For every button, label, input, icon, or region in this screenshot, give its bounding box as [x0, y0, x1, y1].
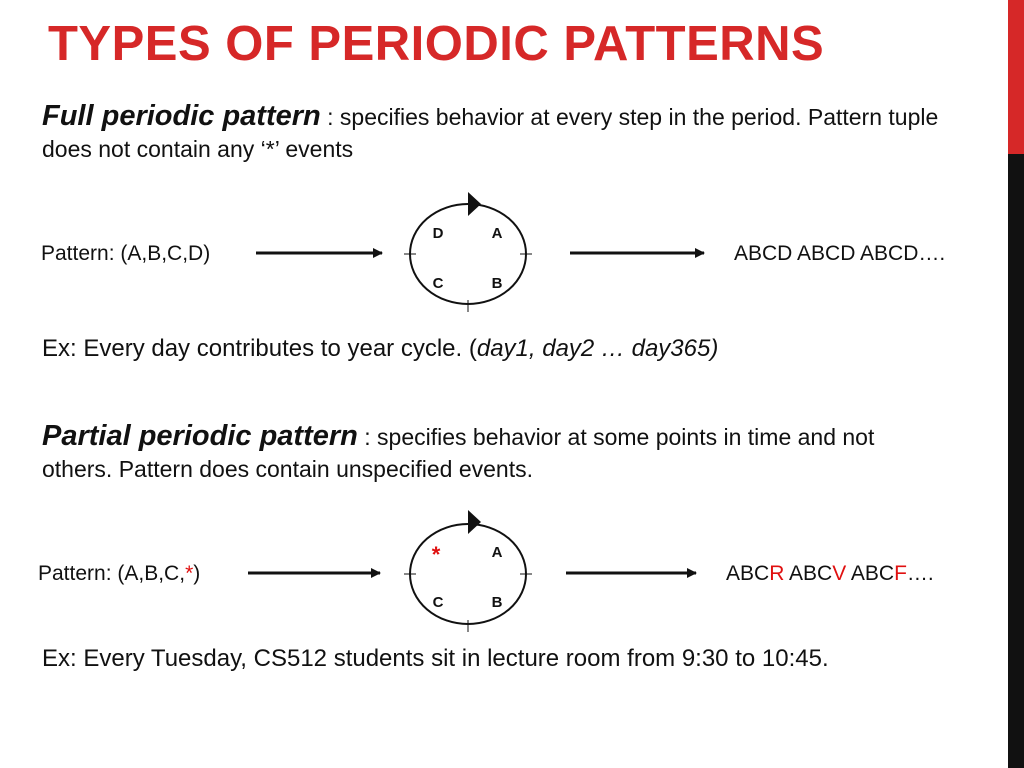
- cycle-slot-top-right: A: [491, 225, 503, 242]
- output-part: ….: [906, 562, 934, 585]
- full-pattern-definition: [42, 100, 942, 165]
- full-pattern-output: ABCD ABCD ABCD….: [734, 242, 946, 265]
- full-pattern-label: Pattern: (A,B,C,D): [41, 242, 211, 265]
- output-part-highlight: V: [832, 562, 847, 585]
- cycle-slot-bottom-left: C: [432, 275, 444, 292]
- cycle-circle: [410, 204, 526, 304]
- output-part: ABC: [846, 562, 895, 585]
- cycle-slot-bottom-right: B: [491, 275, 503, 292]
- full-pattern-heading: Full periodic pattern: [42, 100, 321, 132]
- partial-pattern-definition: [42, 420, 942, 485]
- full-pattern-example: [42, 333, 962, 365]
- output-part-highlight: R: [769, 562, 785, 585]
- output-part: ABC: [726, 562, 770, 585]
- full-example-text: Ex: Every day contributes to year cycle. (: [42, 335, 477, 362]
- full-example-italic: day1, day2 … day365): [476, 335, 719, 362]
- partial-pattern-heading: Partial periodic pattern: [42, 420, 358, 452]
- full-pattern-desc-pre: : specifies behavior at every step in the period. Pattern tuple does not contain any ‘: [42, 104, 939, 162]
- cycle-slot-bottom-left: C: [432, 594, 444, 611]
- partial-pattern-desc: : specifies behavior at some points in time and not others. Pattern does contain unspecified events.: [42, 424, 875, 482]
- cycle-slot-top-right: A: [491, 544, 503, 561]
- partial-pattern-example: Ex: Every Tuesday, CS512 students sit in lecture room from 9:30 to 10:45.: [42, 645, 829, 672]
- accent-bar-top: [1008, 0, 1024, 154]
- full-pattern-desc-star: *: [265, 136, 275, 162]
- cycle-circle: [410, 524, 526, 624]
- partial-pattern-output: [726, 561, 934, 587]
- cycle-slot-bottom-right: B: [491, 594, 503, 611]
- cycle-direction-arrow-icon: [468, 510, 481, 534]
- cycle-slot-top-left: D: [432, 225, 444, 242]
- slide-title: TYPES OF PERIODIC PATTERNS: [48, 17, 825, 71]
- cycle-direction-arrow-icon: [468, 192, 481, 216]
- output-part: ABC: [784, 562, 833, 585]
- partial-pattern-suffix: ): [193, 562, 201, 585]
- partial-pattern-star: *: [185, 562, 194, 585]
- full-pattern-desc-post: ’ events: [274, 136, 354, 162]
- output-part-highlight: F: [894, 562, 907, 585]
- cycle-slot-top-left: *: [431, 542, 441, 567]
- partial-pattern-prefix: Pattern: (A,B,C,: [38, 562, 186, 585]
